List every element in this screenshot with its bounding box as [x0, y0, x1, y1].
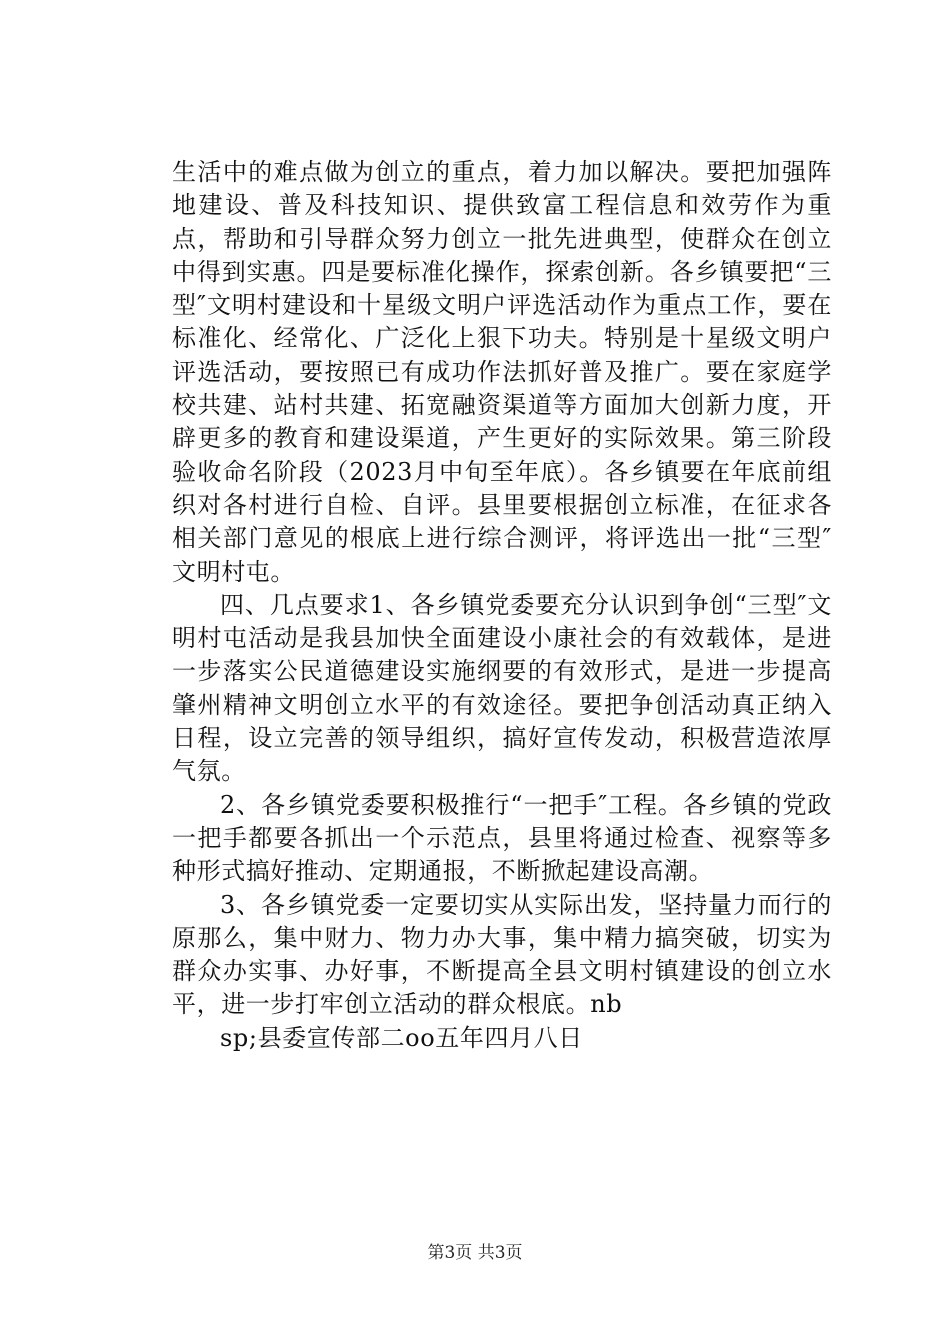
- paragraph-requirement-three: 3、各乡镇党委一定要切实从实际出发，坚持量力而行的原那么，集中财力、物力办大事，集中精力搞突破，切实为群众办实事、办好事，不断提高全县文明村镇建设的创立水平，进一步打牢创立活动的群众根底。nb: [172, 890, 832, 1019]
- document-body: [172, 156, 832, 1055]
- paragraph-requirement-two: 2、各乡镇党委要积极推行“一把手″工程。各乡镇的党政一把手都要各抓出一个示范点，县里将通过检查、视察等多种形式搞好推动、定期通报，不断掀起建设高潮。: [172, 790, 832, 886]
- paragraph-stage-three: 生活中的难点做为创立的重点，着力加以解决。要把加强阵地建设、普及科技知识、提供致富工程信息和效劳作为重点，帮助和引导群众努力创立一批先进典型，使群众在创立中得到实惠。四是要标准化操作，探索创新。各乡镇要把“三型″文明村建设和十星级文明户评选活动作为重点工作，要在标准化、经常化、广泛化上狠下功夫。特别是十星级文明户评选活动，要按照已有成功作法抓好普及推广。要在家庭学校共建、站村共建、拓宽融资渠道等方面加大创新力度，开辟更多的教育和建设渠道，产生更好的实际效果。第三阶段验收命名阶段（2023月中旬至年底）。各乡镇要在年底前组织对各村进行自检、自评。县里要根据创立标准，在征求各相关部门意见的根底上进行综合测评，将评选出一批“三型″文明村屯。: [172, 158, 832, 586]
- paragraph-requirements: 四、几点要求1、各乡镇党委要充分认识到争创“三型″文明村屯活动是我县加快全面建设小康社会的有效载体，是进一步落实公民道德建设实施纲要的有效形式，是进一步提高肇州精神文明创立水平的有效途径。要把争创活动真正纳入日程，设立完善的领导组织，搞好宣传发动，积极营造浓厚气氛。: [172, 590, 832, 786]
- page-number-footer: 第3页 共3页: [427, 1243, 523, 1263]
- paragraph-signature-date: sp;县委宣传部二oo五年四月八日: [220, 1023, 583, 1052]
